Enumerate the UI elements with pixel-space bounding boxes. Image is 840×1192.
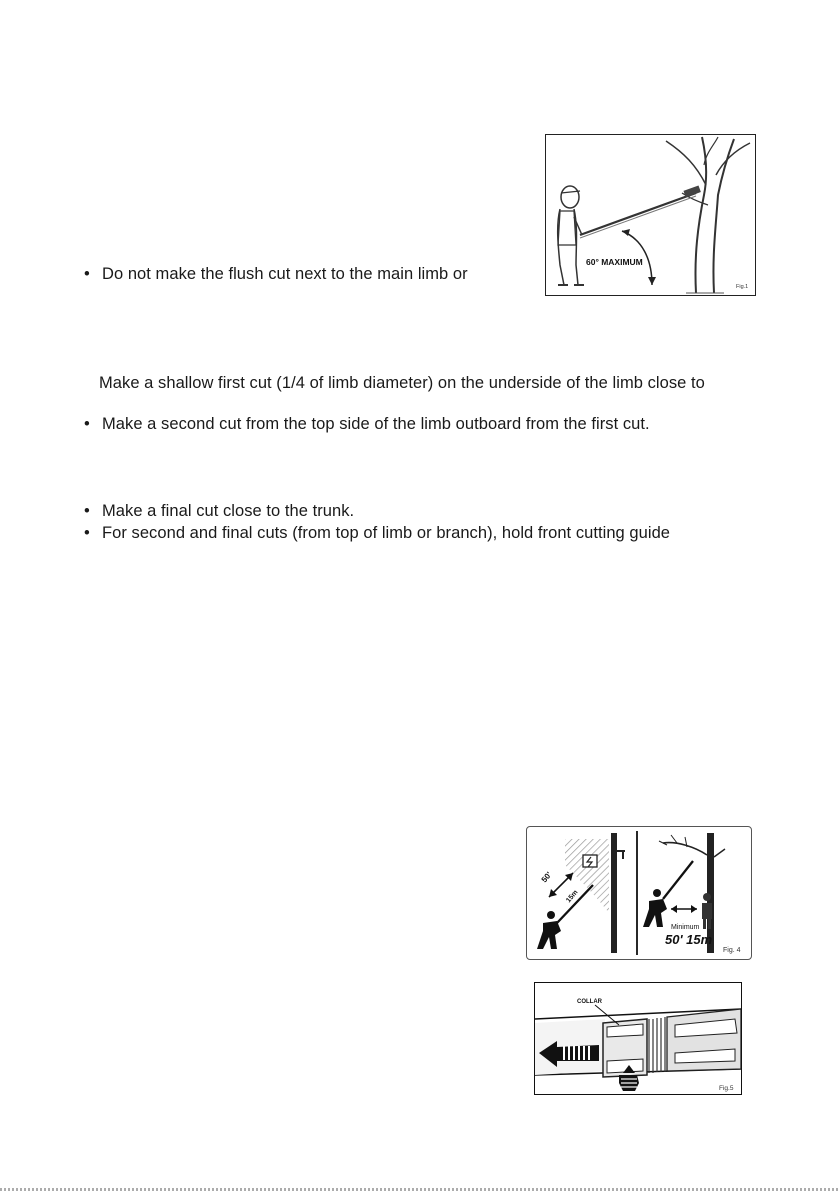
figure-5-caption: Fig.5 — [719, 1085, 734, 1092]
figure-5-collar — [534, 982, 742, 1095]
page-bottom-edge — [0, 1188, 840, 1191]
figure-1-pole-saw-angle — [545, 134, 756, 296]
bullet-final-cut — [84, 502, 354, 521]
bullet-text: Do not make the flush cut next to the main limb or — [102, 265, 468, 283]
figure-4-diag-feet: 50' — [539, 870, 554, 885]
figure-4-caption: Fig. 4 — [723, 947, 741, 954]
bullet-text: Make a final cut close to the trunk. — [102, 502, 355, 520]
bullet-marker: • — [84, 502, 90, 520]
bullet-hold-guide — [84, 524, 670, 543]
bullet-text: For second and final cuts (from top of limb or branch), hold front cutting guide — [102, 524, 671, 542]
bullet-marker: • — [84, 524, 90, 542]
figure-4-diag-meters: 15m — [565, 889, 580, 905]
figure-1-caption: Fig.1 — [736, 284, 749, 290]
figure-4-illustration — [527, 827, 751, 959]
figure-1-illustration — [546, 135, 755, 295]
figure-4-minimum-value: 50' 15m — [665, 932, 713, 947]
figure-5-illustration — [535, 983, 741, 1094]
bullet-second-cut — [84, 415, 650, 434]
figure-4-safety-distance — [526, 826, 752, 960]
bullet-text: Make a second cut from the top side of the limb outboard from the first cut. — [102, 415, 650, 433]
bullet-marker: • — [84, 265, 90, 283]
bullet-marker: • — [84, 415, 90, 433]
bullet-flush-cut — [84, 265, 468, 284]
text-first-cut — [99, 374, 705, 393]
figure-4-minimum-label: Minimum — [671, 924, 700, 931]
figure-1-angle-label: 60° MAXIMUM — [586, 257, 643, 267]
line-text: Make a shallow first cut (1/4 of limb diameter) on the underside of the limb close to — [99, 374, 705, 392]
figure-5-collar-label: COLLAR — [577, 999, 602, 1005]
